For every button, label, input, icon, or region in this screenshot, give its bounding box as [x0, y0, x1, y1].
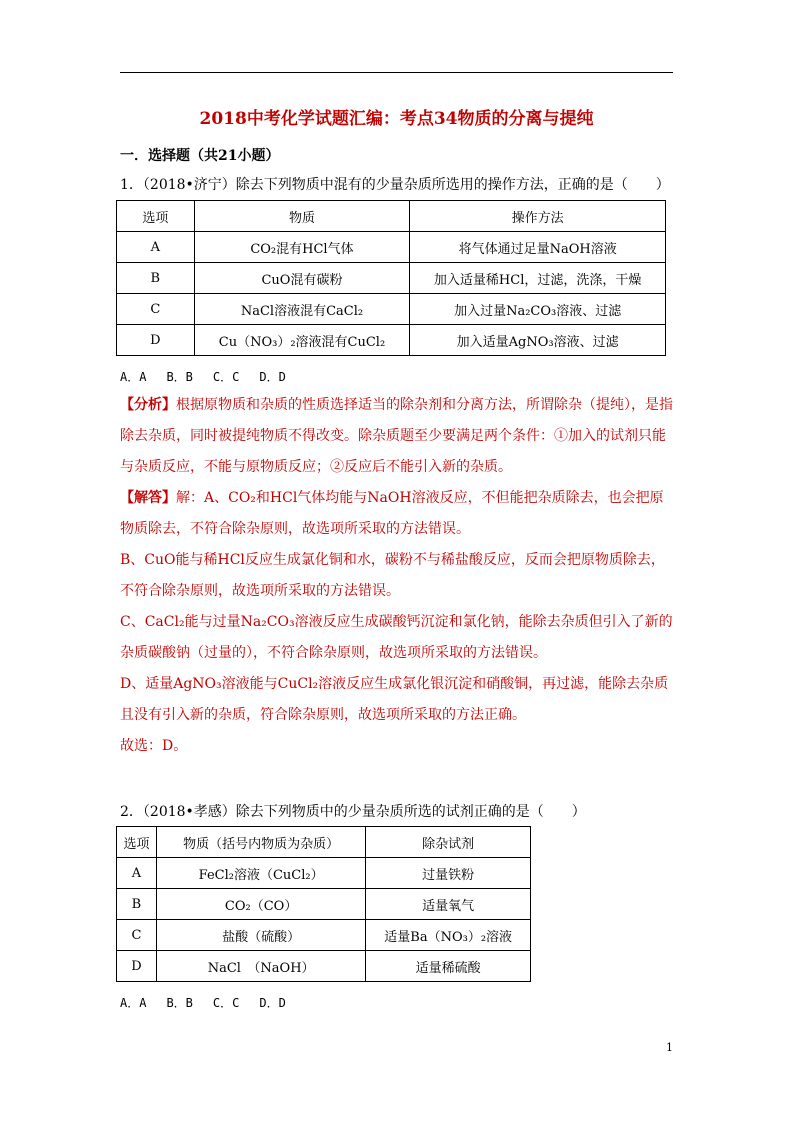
table-row	[117, 951, 531, 982]
table-cell: A	[117, 232, 195, 263]
option-d: D．D	[259, 996, 286, 1010]
table-cell: CO₂（CO）	[156, 889, 365, 920]
option-d: D．D	[259, 370, 286, 384]
question-1-solution	[120, 390, 676, 762]
question-2-stem: 2．（2018•孝感）除去下列物质中的少量杂质所选的试剂正确的是（ ）	[120, 804, 586, 820]
question-1-stem: 1．（2018•济宁）除去下列物质中混有的少量杂质所选用的操作方法，正确的是（ ）	[120, 177, 670, 193]
table-header-cell: 选项	[117, 827, 157, 858]
analysis-paragraph	[120, 390, 676, 483]
option-c: C．C	[212, 996, 240, 1010]
option-b: B．B	[166, 370, 193, 384]
answer-line: B、CuO能与稀HCl反应生成氯化铜和水，碳粉不与稀盐酸反应，反而会把原物质除去，不符合除杂原则，故选项所采取的方法错误。	[120, 552, 665, 599]
answer-tag: 【解答】	[120, 490, 176, 506]
option-c: C．C	[212, 370, 240, 384]
table-cell: 适量Ba（NO₃）₂溶液	[366, 920, 531, 951]
header-rule	[120, 72, 673, 73]
table-cell: B	[117, 263, 195, 294]
table-row	[117, 294, 666, 325]
table-cell: NaCl溶液混有CaCl₂	[194, 294, 410, 325]
table-cell: CuO混有碳粉	[194, 263, 410, 294]
option-a: A．A	[120, 996, 147, 1010]
question-2-table	[116, 826, 531, 982]
answer-line: 解：A、CO₂和HCl气体均能与NaOH溶液反应，不但能把杂质除去，也会把原物质除去，不符合除杂原则，故选项所采取的方法错误。	[120, 490, 664, 537]
question-1-table	[116, 200, 666, 356]
table-cell: NaCl （NaOH）	[156, 951, 365, 982]
table-cell: 过量铁粉	[366, 858, 531, 889]
option-a: A．A	[120, 370, 147, 384]
answer-line: C、CaCl₂能与过量Na₂CO₃溶液反应生成碳酸钙沉淀和氯化钠，能除去杂质但引入了新的杂质碳酸钠（过量的），不符合除杂原则，故选项所采取的方法错误。	[120, 614, 673, 661]
document-title: 2018中考化学试题汇编：考点34物质的分离与提纯	[199, 109, 594, 129]
table-cell: 加入过量Na₂CO₃溶液、过滤	[410, 294, 666, 325]
answer-conclusion: 故选：D。	[120, 738, 188, 754]
table-cell: CO₂混有HCl气体	[194, 232, 410, 263]
table-cell: C	[117, 920, 157, 951]
page-number: 1	[666, 1041, 673, 1054]
table-cell: D	[117, 951, 157, 982]
table-cell: FeCl₂溶液（CuCl₂）	[156, 858, 365, 889]
table-header-row	[117, 201, 666, 232]
table-header-row	[117, 827, 531, 858]
answer-paragraph	[120, 483, 676, 545]
table-cell: 加入适量AgNO₃溶液、过滤	[410, 325, 666, 356]
answer-line: D、适量AgNO₃溶液能与CuCl₂溶液反应生成氯化银沉淀和硝酸铜，再过滤，能除去杂质且没有引入新的杂质，符合除杂原则，故选项所采取的方法正确。	[120, 676, 669, 723]
table-header-cell: 除杂试剂	[366, 827, 531, 858]
table-header-cell: 选项	[117, 201, 195, 232]
section-heading: 一．选择题（共21小题）	[120, 148, 280, 164]
analysis-tag: 【分析】	[120, 397, 176, 413]
table-row	[117, 232, 666, 263]
table-cell: D	[117, 325, 195, 356]
table-cell: B	[117, 889, 157, 920]
option-b: B．B	[166, 996, 193, 1010]
table-header-cell: 操作方法	[410, 201, 666, 232]
table-cell: 适量稀硫酸	[366, 951, 531, 982]
analysis-text: 根据原物质和杂质的性质选择适当的除杂剂和分离方法，所谓除杂（提纯），是指除去杂质，同时被提纯物质不得改变。除杂质题至少要满足两个条件：①加入的试剂只能与杂质反应，不能与原物质反应；②反应后不能引入新的杂质。	[120, 397, 673, 475]
table-header-cell: 物质	[194, 201, 410, 232]
table-cell: 将气体通过足量NaOH溶液	[410, 232, 666, 263]
question-1-options	[120, 368, 306, 385]
table-cell: 加入适量稀HCl，过滤，洗涤，干燥	[410, 263, 666, 294]
question-2-options	[120, 994, 306, 1011]
table-row	[117, 858, 531, 889]
table-row	[117, 889, 531, 920]
table-row	[117, 920, 531, 951]
table-cell: C	[117, 294, 195, 325]
table-row	[117, 325, 666, 356]
table-cell: 适量氧气	[366, 889, 531, 920]
table-header-cell: 物质（括号内物质为杂质）	[156, 827, 365, 858]
table-cell: A	[117, 858, 157, 889]
table-cell: Cu（NO₃）₂溶液混有CuCl₂	[194, 325, 410, 356]
table-row	[117, 263, 666, 294]
table-cell: 盐酸（硫酸）	[156, 920, 365, 951]
